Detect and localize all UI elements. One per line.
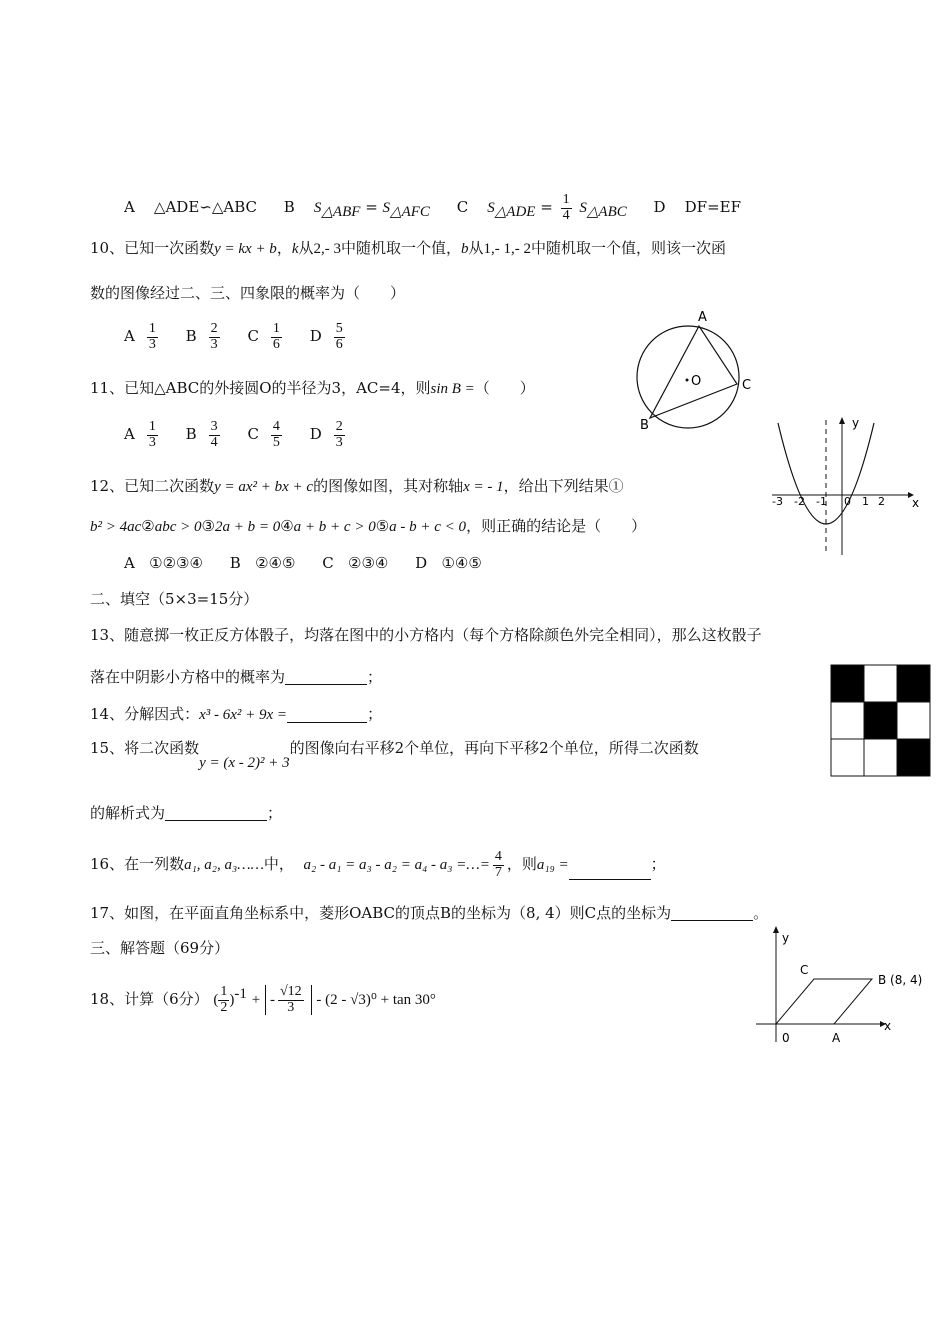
q10-text-4: 中随机取一个值， bbox=[341, 239, 462, 257]
q9-option-a-text: △ADE∽△ABC bbox=[153, 198, 257, 217]
tick-minus-3: -3 bbox=[772, 495, 783, 508]
shaded-cell bbox=[831, 665, 864, 702]
q15-line1 bbox=[90, 739, 699, 771]
q12-function: y = ax² + bx + c bbox=[214, 479, 314, 495]
q9-option-c-frac-num: 1 bbox=[562, 192, 570, 207]
q14-line bbox=[90, 707, 382, 723]
q12-option-a-text: ①②③④ bbox=[149, 554, 203, 572]
q11-text-2: （ ） bbox=[474, 379, 535, 397]
rhombus-label-a: A bbox=[832, 1031, 841, 1045]
q16-text-2: 中， bbox=[263, 855, 294, 874]
q11-option-b-num: 3 bbox=[210, 419, 218, 434]
q16-line bbox=[90, 850, 666, 880]
q10-text-6: 中随机取一个值，则该一次函 bbox=[531, 239, 727, 257]
q14-expression: x³ - 6x² + 9x = bbox=[199, 707, 288, 723]
q11-line1 bbox=[90, 381, 535, 397]
q12-result-4: a + b + c > 0 bbox=[293, 519, 376, 535]
q18-exponent: -1 bbox=[234, 986, 247, 1003]
q15-line2 bbox=[90, 806, 282, 821]
section-2-heading: 二、填空（5×3=15分） bbox=[90, 590, 259, 608]
q16-frac-den: 7 bbox=[494, 864, 502, 880]
tick-1: 1 bbox=[862, 495, 869, 508]
q10-option-b-label: B bbox=[185, 327, 197, 346]
q11-option-c-den: 5 bbox=[272, 434, 280, 450]
tick-2: 2 bbox=[878, 495, 885, 508]
q11-option-d-label: D bbox=[309, 425, 322, 444]
circle-label-b: B bbox=[640, 418, 649, 433]
center-point bbox=[686, 379, 689, 382]
circle-label-o: O bbox=[691, 374, 702, 389]
q15-answer-blank[interactable] bbox=[165, 806, 267, 821]
q12-result-5: a - b + c < 0 bbox=[389, 519, 467, 535]
q10-option-b-den: 3 bbox=[210, 336, 218, 352]
q12-option-b-label: B bbox=[229, 554, 241, 572]
q11-option-c-label: C bbox=[247, 425, 259, 444]
blank-cell bbox=[831, 702, 864, 739]
q10-text-3: 从 bbox=[298, 239, 314, 257]
q18-line: 18、计算（6分） ( $\frac{1}{2}$ )$^{-1}$ + - $\frac{√12}{3}$ - (2 - √3)⁰ + tan 30° bbox=[90, 984, 436, 1015]
q16-answer-blank[interactable] bbox=[569, 865, 651, 880]
q9-option-b-label: B bbox=[283, 198, 295, 217]
q10-text-1: 10、已知一次函数 bbox=[90, 239, 215, 257]
q12-circle-2: ② bbox=[141, 517, 155, 535]
q12-option-a-label: A bbox=[124, 554, 135, 572]
tick-minus-2: -2 bbox=[794, 495, 805, 508]
q12-result-1: b² > 4ac bbox=[90, 519, 142, 535]
shaded-cell bbox=[897, 665, 930, 702]
q10-options bbox=[124, 322, 348, 352]
q12-text-4: ，则正确的结论是（ ） bbox=[466, 517, 647, 535]
q10-option-a-label: A bbox=[124, 327, 135, 346]
blank-cell bbox=[831, 739, 864, 776]
q12-circle-4: ④ bbox=[280, 517, 294, 535]
q9-option-b-eq: = bbox=[365, 198, 378, 217]
circle-label-c: C bbox=[742, 378, 752, 393]
q14-text: 14、分解因式： bbox=[90, 705, 200, 723]
q16-sequence: a₁, a₂, a₃…… bbox=[184, 857, 264, 874]
q12-option-b-text: ②④⑤ bbox=[255, 554, 296, 572]
q16-text-1: 16、在一列数 bbox=[90, 855, 185, 874]
q9-option-b-lhs-sub: △ABF bbox=[321, 204, 361, 221]
q10-k: k bbox=[291, 241, 299, 257]
q12-line1 bbox=[90, 479, 624, 495]
shaded-cell bbox=[864, 702, 897, 739]
q10-option-a-den: 3 bbox=[148, 336, 156, 352]
q10-option-a-num: 1 bbox=[148, 321, 156, 336]
q12-result-3: 2a + b = 0 bbox=[214, 519, 281, 535]
q9-option-c-frac-den: 4 bbox=[562, 207, 570, 223]
q12-text-1: 12、已知二次函数 bbox=[90, 477, 215, 495]
q9-option-d-text: DF=EF bbox=[684, 198, 742, 217]
rhombus-oabc bbox=[776, 979, 872, 1024]
q17-text: 17、如图，在平面直角坐标系中，菱形OABC的顶点B的坐标为（8, 4）则C点的坐标为 bbox=[90, 904, 672, 922]
q10-option-d-den: 6 bbox=[335, 336, 343, 352]
q16-target: a₁₉ = bbox=[536, 857, 569, 874]
q12-result-2: abc > 0 bbox=[154, 519, 202, 535]
q11-option-d-num: 2 bbox=[335, 419, 343, 434]
rhombus-label-c: C bbox=[800, 963, 809, 977]
q10-option-c-den: 6 bbox=[272, 336, 280, 352]
q18-text: 18、计算（6分） bbox=[90, 990, 209, 1009]
q15-expression: y = (x - 2)² + 3 bbox=[199, 755, 290, 771]
q12-circle-3: ③ bbox=[201, 517, 215, 535]
q15-text-1: 15、将二次函数 bbox=[90, 739, 200, 757]
y-axis-arrow bbox=[839, 417, 845, 424]
q14-end: ； bbox=[367, 705, 383, 723]
q18-tail: - (2 - √3)⁰ + tan 30° bbox=[316, 992, 436, 1009]
q9-option-c-rhs: S bbox=[579, 200, 587, 217]
q9-option-b-lhs: S bbox=[313, 200, 322, 217]
q10-option-d-num: 5 bbox=[335, 321, 343, 336]
q10-option-c-label: C bbox=[247, 327, 259, 346]
q12-options bbox=[124, 556, 482, 571]
q9-option-b-rhs-sub: △AFC bbox=[390, 204, 430, 221]
q9-option-b-rhs: S bbox=[382, 200, 391, 217]
circle-figure bbox=[630, 305, 760, 440]
rhombus-label-o: 0 bbox=[782, 1031, 790, 1045]
q10-line1 bbox=[90, 241, 726, 257]
q16-frac-num: 4 bbox=[494, 849, 502, 864]
blank-cell bbox=[864, 665, 897, 702]
triangle-abc bbox=[650, 326, 737, 418]
q10-option-c-num: 1 bbox=[272, 321, 280, 336]
q11-option-a-label: A bbox=[124, 425, 135, 444]
q18-sqrt-num: √12 bbox=[279, 984, 302, 999]
q10-option-d-label: D bbox=[309, 327, 322, 346]
q9-option-a-label: A bbox=[124, 198, 135, 217]
q10-line2: 数的图像经过二、三、四象限的概率为（ ） bbox=[90, 284, 406, 302]
shaded-cell bbox=[897, 739, 930, 776]
parabola-x-label: x bbox=[912, 496, 920, 510]
q15-end: ； bbox=[267, 804, 283, 822]
q17-end: 。 bbox=[753, 904, 769, 922]
q9-option-c-rhs-sub: △ABC bbox=[586, 204, 627, 221]
q12-text-2: 的图像如图，其对称轴 bbox=[313, 477, 464, 495]
q10-k-set: 2,- 3 bbox=[313, 241, 342, 257]
q15-text-3: 的解析式为 bbox=[90, 804, 166, 822]
q12-text-3: ，给出下列结果① bbox=[503, 477, 624, 495]
q12-option-c-label: C bbox=[322, 554, 334, 572]
q10-option-b-num: 2 bbox=[210, 321, 218, 336]
q13-line2 bbox=[90, 670, 382, 685]
q18-half-den: 2 bbox=[220, 999, 228, 1015]
q12-circle-5: ⑤ bbox=[375, 517, 390, 535]
q13-line1: 13、随意掷一枚正反方体骰子，均落在图中的小方格内（每个方格除颜色外完全相同），那么这枚骰子 bbox=[90, 626, 762, 644]
q11-expression: sin B = bbox=[430, 381, 475, 397]
q9-options bbox=[124, 193, 741, 223]
q12-axis: x = - 1 bbox=[463, 479, 504, 495]
q9-option-c-fraction bbox=[561, 193, 572, 223]
q18-plus: + bbox=[251, 992, 261, 1009]
blank-cell bbox=[897, 702, 930, 739]
q12-option-d-label: D bbox=[415, 554, 428, 572]
q11-text-1: 11、已知△ABC的外接圆O的半径为3，AC=4，则 bbox=[90, 379, 431, 397]
tick-0: 0 bbox=[844, 495, 851, 508]
section-3-heading: 三、解答题（69分） bbox=[90, 939, 230, 957]
q11-option-c-num: 4 bbox=[272, 419, 280, 434]
q18-abs-minus: - bbox=[269, 992, 275, 1009]
q18-sqrt-den: 3 bbox=[287, 999, 295, 1015]
q15-text-2: 的图像向右平移2个单位，再向下平移2个单位，所得二次函数 bbox=[289, 739, 699, 757]
rhombus-label-b: B (8, 4) bbox=[878, 973, 923, 987]
rhombus-y-arrow bbox=[773, 926, 779, 933]
q9-option-d-label: D bbox=[653, 198, 666, 217]
q18-absolute-value bbox=[265, 985, 312, 1015]
q17-line bbox=[90, 906, 768, 921]
q9-option-c-lhs-sub: △ADE bbox=[494, 204, 536, 221]
q13-text: 落在中阴影小方格中的概率为 bbox=[90, 668, 286, 686]
q11-option-d-den: 3 bbox=[335, 434, 343, 450]
blank-cell bbox=[864, 739, 897, 776]
q16-end: ； bbox=[650, 855, 666, 874]
parabola-figure bbox=[770, 415, 920, 560]
q16-text-3: ，则 bbox=[506, 855, 537, 874]
tick-minus-1: -1 bbox=[816, 495, 827, 508]
q11-options bbox=[124, 420, 348, 450]
q11-option-a-num: 1 bbox=[148, 419, 156, 434]
q13-answer-blank[interactable] bbox=[285, 670, 367, 685]
q12-line2 bbox=[90, 519, 646, 535]
q16-relation: a₂ - a₁ = a₃ - a₂ = a₄ - a₃ =…= bbox=[303, 857, 490, 874]
q9-option-c-eq: = bbox=[540, 198, 553, 217]
q10-function: y = kx + b bbox=[214, 241, 277, 257]
circle-label-a: A bbox=[698, 310, 707, 325]
q14-answer-blank[interactable] bbox=[287, 708, 367, 723]
q13-end: ； bbox=[367, 668, 383, 686]
parabola-y-label: y bbox=[852, 416, 860, 430]
q12-option-c-text: ②③④ bbox=[348, 554, 389, 572]
q12-option-d-text: ①④⑤ bbox=[441, 554, 482, 572]
q10-text-5: 从 bbox=[468, 239, 484, 257]
rhombus-label-y: y bbox=[782, 931, 790, 945]
rhombus-figure bbox=[748, 922, 928, 1050]
q10-b-set: 1,- 1,- 2 bbox=[483, 241, 532, 257]
q9-option-c-lhs: S bbox=[487, 200, 495, 217]
q10-text-2: ， bbox=[276, 239, 292, 257]
grid-figure bbox=[830, 664, 930, 777]
q11-option-b-label: B bbox=[185, 425, 197, 444]
q9-option-c-label: C bbox=[456, 198, 469, 217]
q11-option-a-den: 3 bbox=[148, 434, 156, 450]
q18-half-num: 1 bbox=[220, 984, 228, 999]
q17-answer-blank[interactable] bbox=[671, 906, 753, 921]
rhombus-label-x: x bbox=[884, 1019, 892, 1033]
q11-option-b-den: 4 bbox=[210, 434, 218, 450]
q10-b: b bbox=[461, 241, 469, 257]
